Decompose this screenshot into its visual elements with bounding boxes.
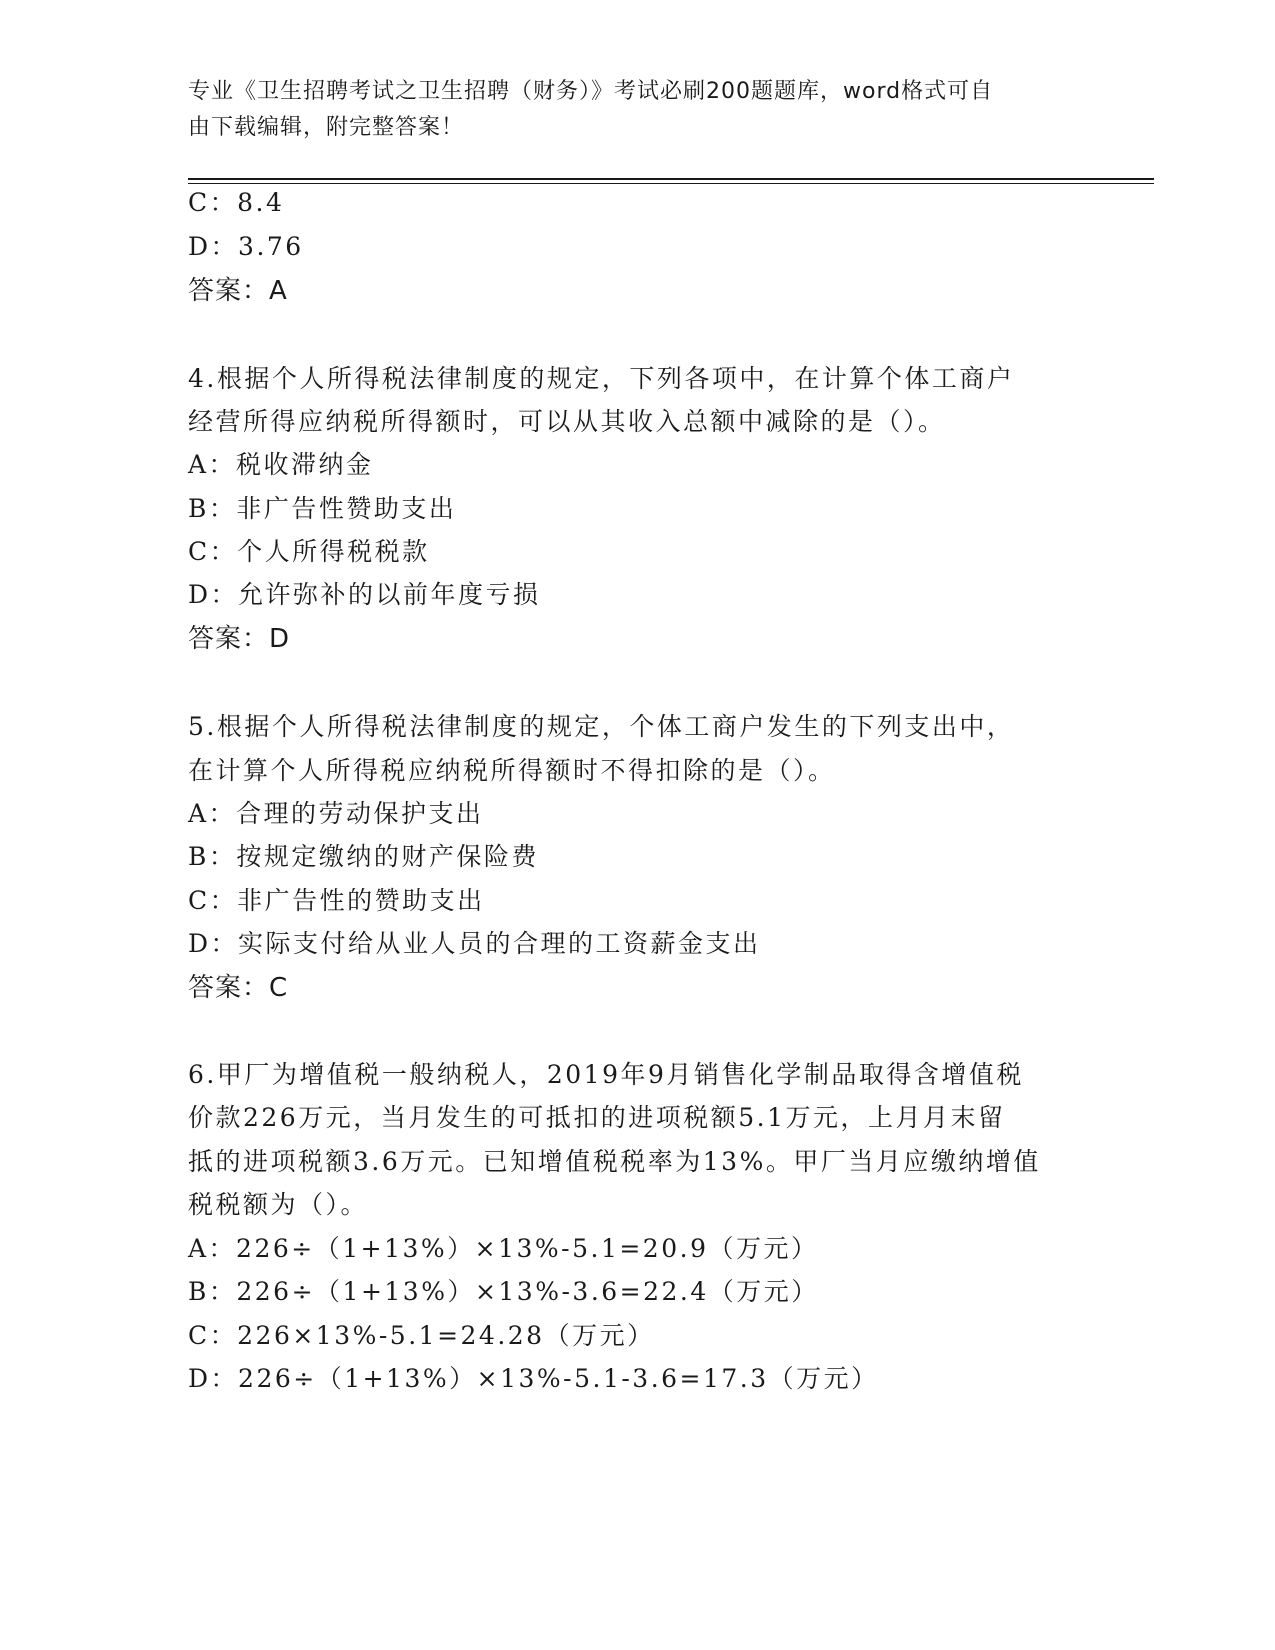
- q6-stem-line-2: 价款226万元，当月发生的可抵扣的进项税额5.1万元，上月月末留: [188, 1103, 1006, 1132]
- q6-stem-line-1: 6.甲厂为增值税一般纳税人，2019年9月销售化学制品取得含增值税: [188, 1060, 1024, 1089]
- q6-option-b: B：226÷（1+13%）×13%-3.6=22.4（万元）: [188, 1277, 819, 1306]
- q3-answer: 答案：A: [188, 276, 288, 306]
- q5-stem-line-2: 在计算个人所得税应纳税所得额时不得扣除的是（）。: [188, 756, 836, 785]
- q5-stem-line-1: 5.根据个人所得税法律制度的规定，个体工商户发生的下列支出中，: [188, 712, 1015, 741]
- q4-option-d: D：允许弥补的以前年度亏损: [188, 580, 541, 609]
- q4-stem-line-1: 4.根据个人所得税法律制度的规定，下列各项中，在计算个体工商户: [188, 364, 1015, 393]
- page-header: [188, 74, 1068, 146]
- q4-option-a: A：税收滞纳金: [188, 450, 374, 479]
- q4-stem-line-2: 经营所得应纳税所得额时，可以从其收入总额中减除的是（）。: [188, 407, 946, 436]
- q6-option-a: A：226÷（1+13%）×13%-5.1=20.9（万元）: [188, 1234, 819, 1263]
- q4-option-c: C：个人所得税税款: [188, 537, 430, 566]
- q5-answer: 答案：C: [188, 973, 289, 1003]
- header-line-2: 由下载编辑，附完整答案！: [188, 115, 465, 140]
- q4-answer: 答案：D: [188, 624, 291, 654]
- q4-option-b: B：非广告性赞助支出: [188, 494, 457, 523]
- q3-option-d: D：3.76: [188, 232, 304, 261]
- q6-option-d: D：226÷（1+13%）×13%-5.1-3.6=17.3（万元）: [188, 1364, 879, 1393]
- q6-stem-line-4: 税税额为（）。: [188, 1190, 369, 1219]
- q5-option-d: D：实际支付给从业人员的合理的工资薪金支出: [188, 929, 761, 958]
- q6-stem-line-3: 抵的进项税额3.6万元。已知增值税税率为13%。甲厂当月应缴纳增值: [188, 1147, 1041, 1176]
- header-line-1: 专业《卫生招聘考试之卫生招聘（财务）》考试必刷200题题库，word格式可自: [188, 79, 994, 104]
- header-divider-thin: [188, 183, 1154, 184]
- q3-option-c: C：8.4: [188, 188, 285, 217]
- q5-option-c: C：非广告性的赞助支出: [188, 886, 485, 915]
- q5-option-b: B：按规定缴纳的财产保险费: [188, 842, 539, 871]
- header-divider: [188, 178, 1154, 180]
- q5-option-a: A：合理的劳动保护支出: [188, 799, 484, 828]
- q6-option-c: C：226×13%-5.1=24.28（万元）: [188, 1321, 655, 1350]
